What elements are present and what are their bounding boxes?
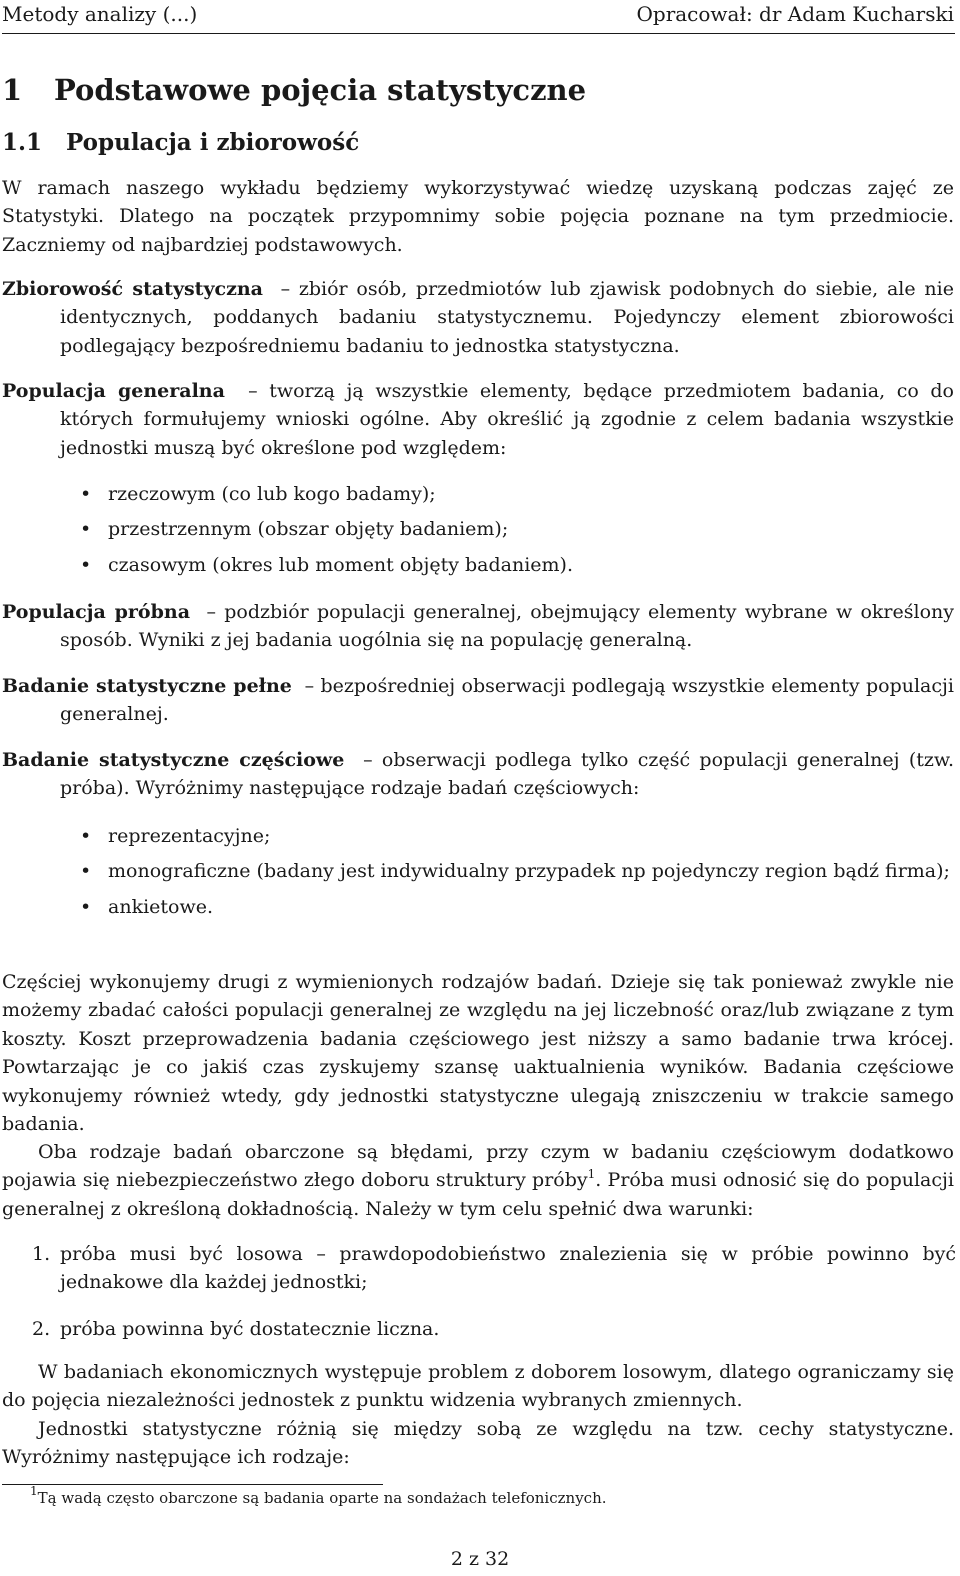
definition-populacja-generalna [2,377,954,462]
definition-populacja-probna [2,598,954,655]
definition-term: Badanie statystyczne pełne [2,675,292,697]
section-number: 1 [2,73,23,107]
bullet-icon: • [80,483,92,505]
list-item: 1. próba musi być losowa – prawdopodobieństwo znalezienia się w próbie powinno być jednakowe dla każdej jednostki; [32,1240,956,1297]
list-item: • rzeczowym (co lub kogo badamy); [80,480,956,508]
footnote [30,1484,930,1508]
section-heading [2,72,586,108]
definition-text: – zbiór osób, przedmiotów lub zjawisk podobnych do siebie, ale nie identycznych, poddanych badaniu statystycznemu. Pojedynczy element zbiorowości podlegający bezpośredniemu badaniu to jednostka statystyczna. [60,278,954,357]
definition-text: – podzbiór populacji generalnej, obejmujący elementy wybrane w określony sposób. Wyniki z jej badania uogólnia się na populację generalną. [60,601,954,652]
page-number: 2 z 32 [450,1548,510,1570]
list-item: • reprezentacyjne; [80,822,956,850]
definition-term: Zbiorowość statystyczna [2,278,263,300]
subsection-heading [2,128,359,158]
paragraph-economic: W badaniach ekonomicznych występuje problem z doborem losowym, dlatego ograniczamy się do pojęcia niezależności jednostek z punktu widzenia wybranych zmiennych. [2,1361,954,1412]
header-rule [2,33,955,34]
paragraph-units: Jednostki statystyczne różnią się między sobą ze względu na tzw. cechy statystyczne. Wyróżnimy następujące ich rodzaje: [2,1418,954,1469]
running-header-left: Metody analizy (...) [2,2,198,26]
criteria-list [80,480,956,579]
footnote-text: Tą wadą często obarczone są badania oparte na sondażach telefonicznych. [37,1489,607,1507]
item-number: 2. [32,1317,51,1340]
bullet-icon: • [80,895,92,918]
list-item: • czasowym (okres lub moment objęty badaniem). [80,551,956,579]
subsection-title: Populacja i zbiorowość [66,129,360,156]
bullet-icon: • [80,825,92,847]
definition-text: – tworzą ją wszystkie elementy, będące przedmiotem badania, co do których formułujemy wnioski ogólne. Aby określić ją zgodnie z celem badania wszystkie jednostki muszą być określone pod względem: [60,380,954,459]
footnote-mark: 1 [30,1484,38,1498]
definition-term: Populacja próbna [2,601,191,623]
intro-paragraph: W ramach naszego wykładu będziemy wykorzystywać wiedzę uzyskaną podczas zajęć ze Statystyki. Dlatego na początek przypomnimy sobie pojęcia poznane na tym przedmiocie. Zaczniemy od najbardziej podstawowych. [2,177,954,256]
paragraph-often: Częściej wykonujemy drugi z wymienionych rodzajów badań. Dzieje się tak ponieważ zwykle nie możemy zbadać całości populacji generalnej ze względu na jej liczebność oraz/lub związane z tym koszty. Koszt przeprowadzenia badania częściowego jest niższy a samo badanie trwa krócej. Powtarzając je co jakiś czas zyskujemy szansę uaktualnienia wyników. Badania częściowe wykonujemy również wtedy, gdy jednostki statystyczne ulegają zniszczeniu w trakcie samego badania. [2,971,954,1136]
conditions-list [32,1240,956,1343]
list-item: • przestrzennym (obszar objęty badaniem); [80,515,956,543]
definition-zbiorowosc [2,275,954,360]
definition-badanie-czesciowe [2,746,954,803]
study-types-list [80,822,956,921]
subsection-number: 1.1 [2,129,43,156]
paragraph-errors: Oba rodzaje badań obarczone są błędami, przy czym w badaniu częściowym dodatkowo pojawia się niebezpieczeństwo złego doboru struktury próby$^1$. Próba musi odnosić się do populacji generalnej z określoną dokładnością. Należy w tym celu spełnić dwa warunki: [2,1141,954,1220]
bullet-icon: • [80,860,92,883]
bullet-icon: • [80,553,92,576]
list-item: • ankietowe. [80,893,956,921]
footnote-rule [2,1484,383,1485]
list-item: • monograficzne (badany jest indywidualny przypadek np pojedynczy region bądź firma); [80,857,956,885]
section-title: Podstawowe pojęcia statystyczne [54,73,587,107]
definition-term: Badanie statystyczne częściowe [2,749,345,771]
definition-text: – bezpośredniej obserwacji podlegają wszystkie elementy populacji generalnej. [60,675,954,726]
bullet-icon: • [80,518,92,541]
definition-text: – obserwacji podlega tylko część populacji generalnej (tzw. próba). Wyróżnimy następujące rodzaje badań częściowych: [60,749,954,800]
item-number: 1. [32,1243,51,1265]
footnote-reference[interactable]: 1 [587,1167,596,1182]
definition-term: Populacja generalna [2,380,225,402]
running-header-right: Opracował: dr Adam Kucharski [636,2,954,26]
list-item: 2. próba powinna być dostatecznie liczna. [32,1315,956,1343]
definition-badanie-pelne [2,672,954,729]
